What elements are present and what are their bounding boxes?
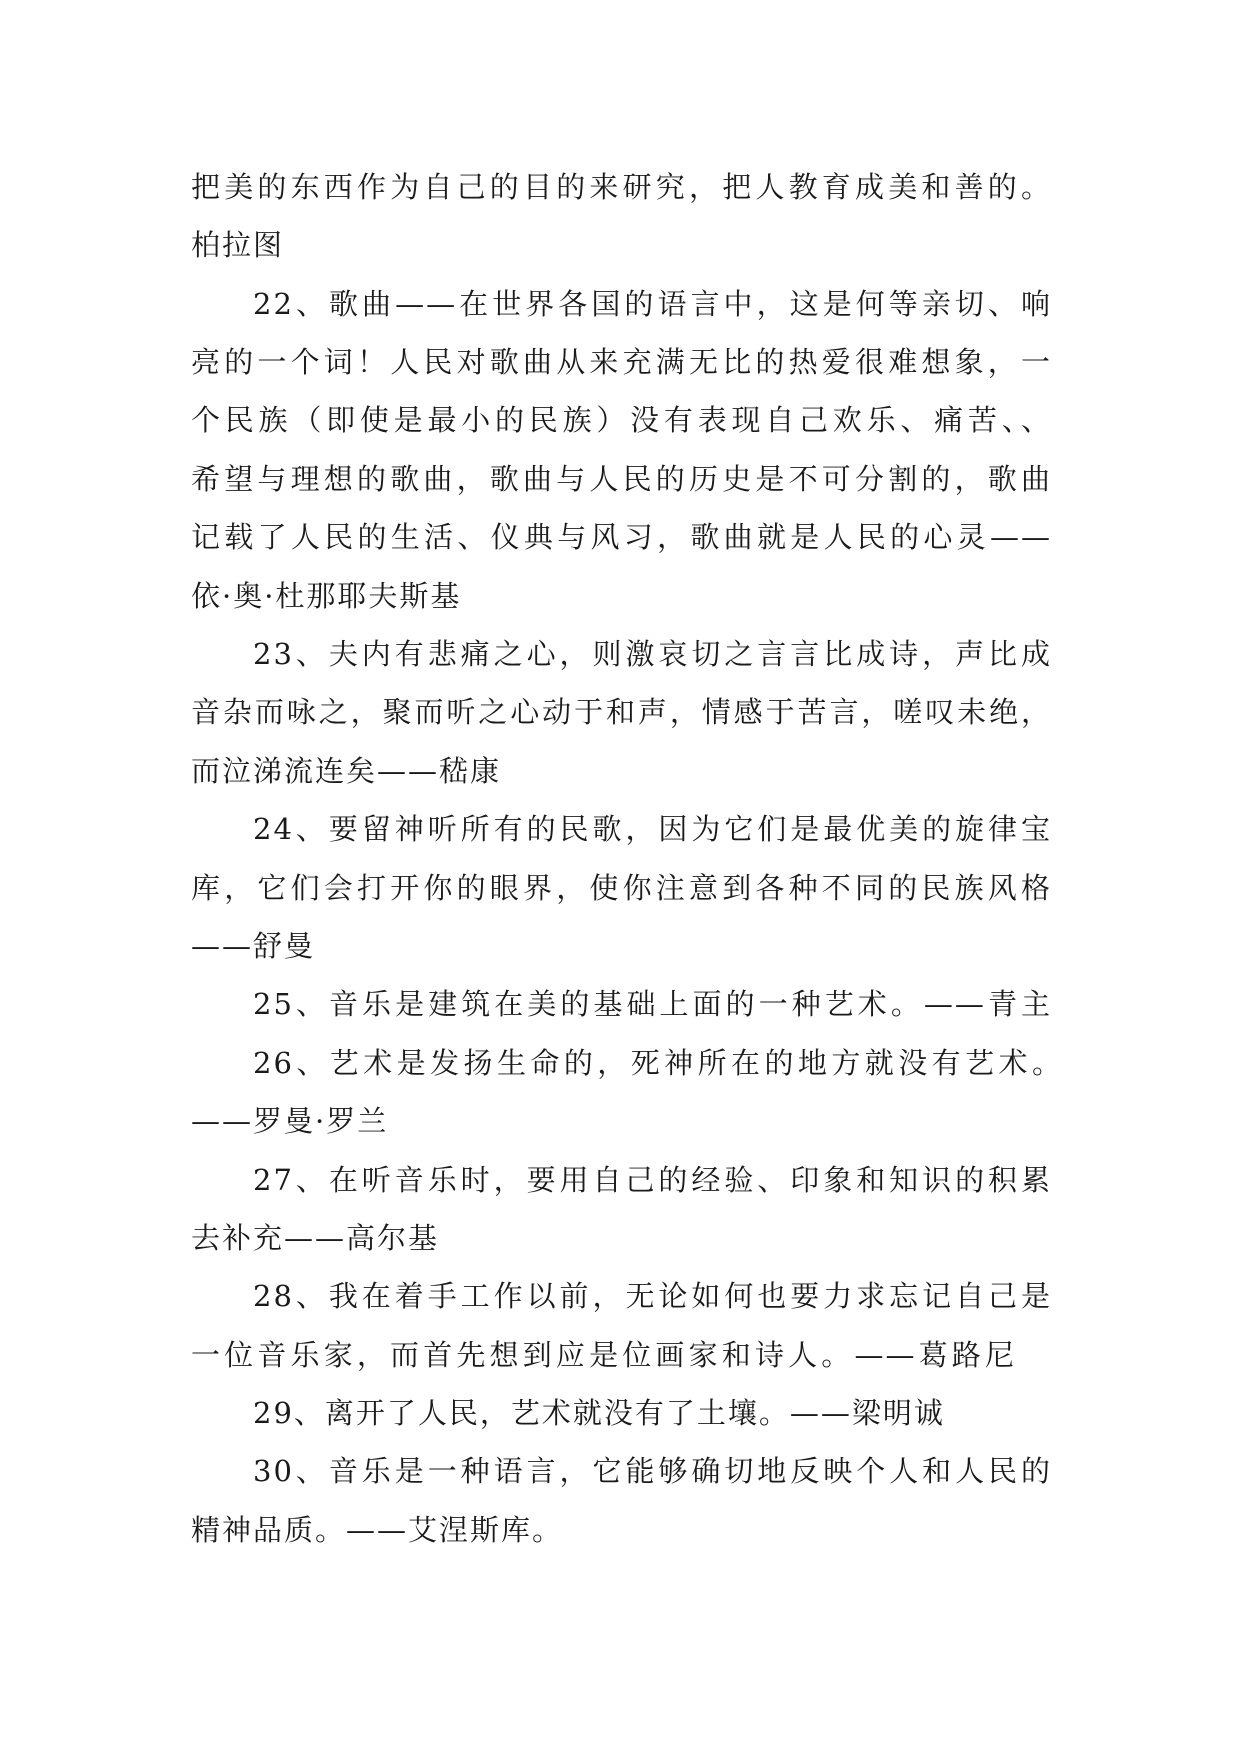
text-line: 24、要留神听所有的民歌，因为它们是最优美的旋律宝 [253, 812, 1052, 846]
text-line: 29、离开了人民，艺术就没有了土壤。——梁明诚 [253, 1396, 945, 1430]
text-line: 记载了人民的生活、仪典与风习，歌曲就是人民的心灵—— [191, 520, 1052, 554]
text-line: 精神品质。——艾涅斯库。 [191, 1513, 564, 1547]
text-line: 25、音乐是建筑在美的基础上面的一种艺术。——青主 [253, 987, 1052, 1021]
text-line: 依·奥·杜那耶夫斯基 [191, 579, 462, 613]
text-line: 一位音乐家，而首先想到应是位画家和诗人。——葛路尼 [191, 1338, 1016, 1372]
text-line: ——罗曼·罗兰 [191, 1104, 389, 1138]
text-line: ——舒曼 [191, 929, 316, 963]
text-line: 28、我在着手工作以前，无论如何也要力求忘记自己是 [253, 1279, 1052, 1313]
text-line: 而泣涕流连矣——嵇康 [191, 754, 502, 788]
text-line: 库，它们会打开你的眼界，使你注意到各种不同的民族风格 [191, 871, 1052, 905]
text-line: 把美的东西作为自己的目的来研究，把人教育成美和善的。 [191, 170, 1052, 204]
text-line: 30、音乐是一种语言，它能够确切地反映个人和人民的 [253, 1454, 1052, 1488]
text-line: 23、夫内有悲痛之心，则激哀切之言言比成诗，声比成 [253, 637, 1052, 671]
text-line: 27、在听音乐时，要用自己的经验、印象和知识的积累 [253, 1163, 1052, 1197]
text-line: 希望与理想的歌曲，歌曲与人民的历史是不可分割的，歌曲 [191, 462, 1052, 496]
text-line: 亮的一个词！人民对歌曲从来充满无比的热爱很难想象，一 [191, 345, 1052, 379]
text-line: 22、歌曲——在世界各国的语言中，这是何等亲切、响 [253, 287, 1052, 321]
text-line: 去补充——高尔基 [191, 1221, 440, 1255]
text-line: 音杂而咏之，聚而听之心动于和声，情感于苦言，嗟叹未绝， [191, 695, 1052, 729]
text-line: 26、艺术是发扬生命的，死神所在的地方就没有艺术。 [253, 1046, 1063, 1080]
text-line: 柏拉图 [191, 228, 285, 262]
text-line: 个民族（即使是最小的民族）没有表现自己欢乐、痛苦、、 [191, 403, 1052, 437]
